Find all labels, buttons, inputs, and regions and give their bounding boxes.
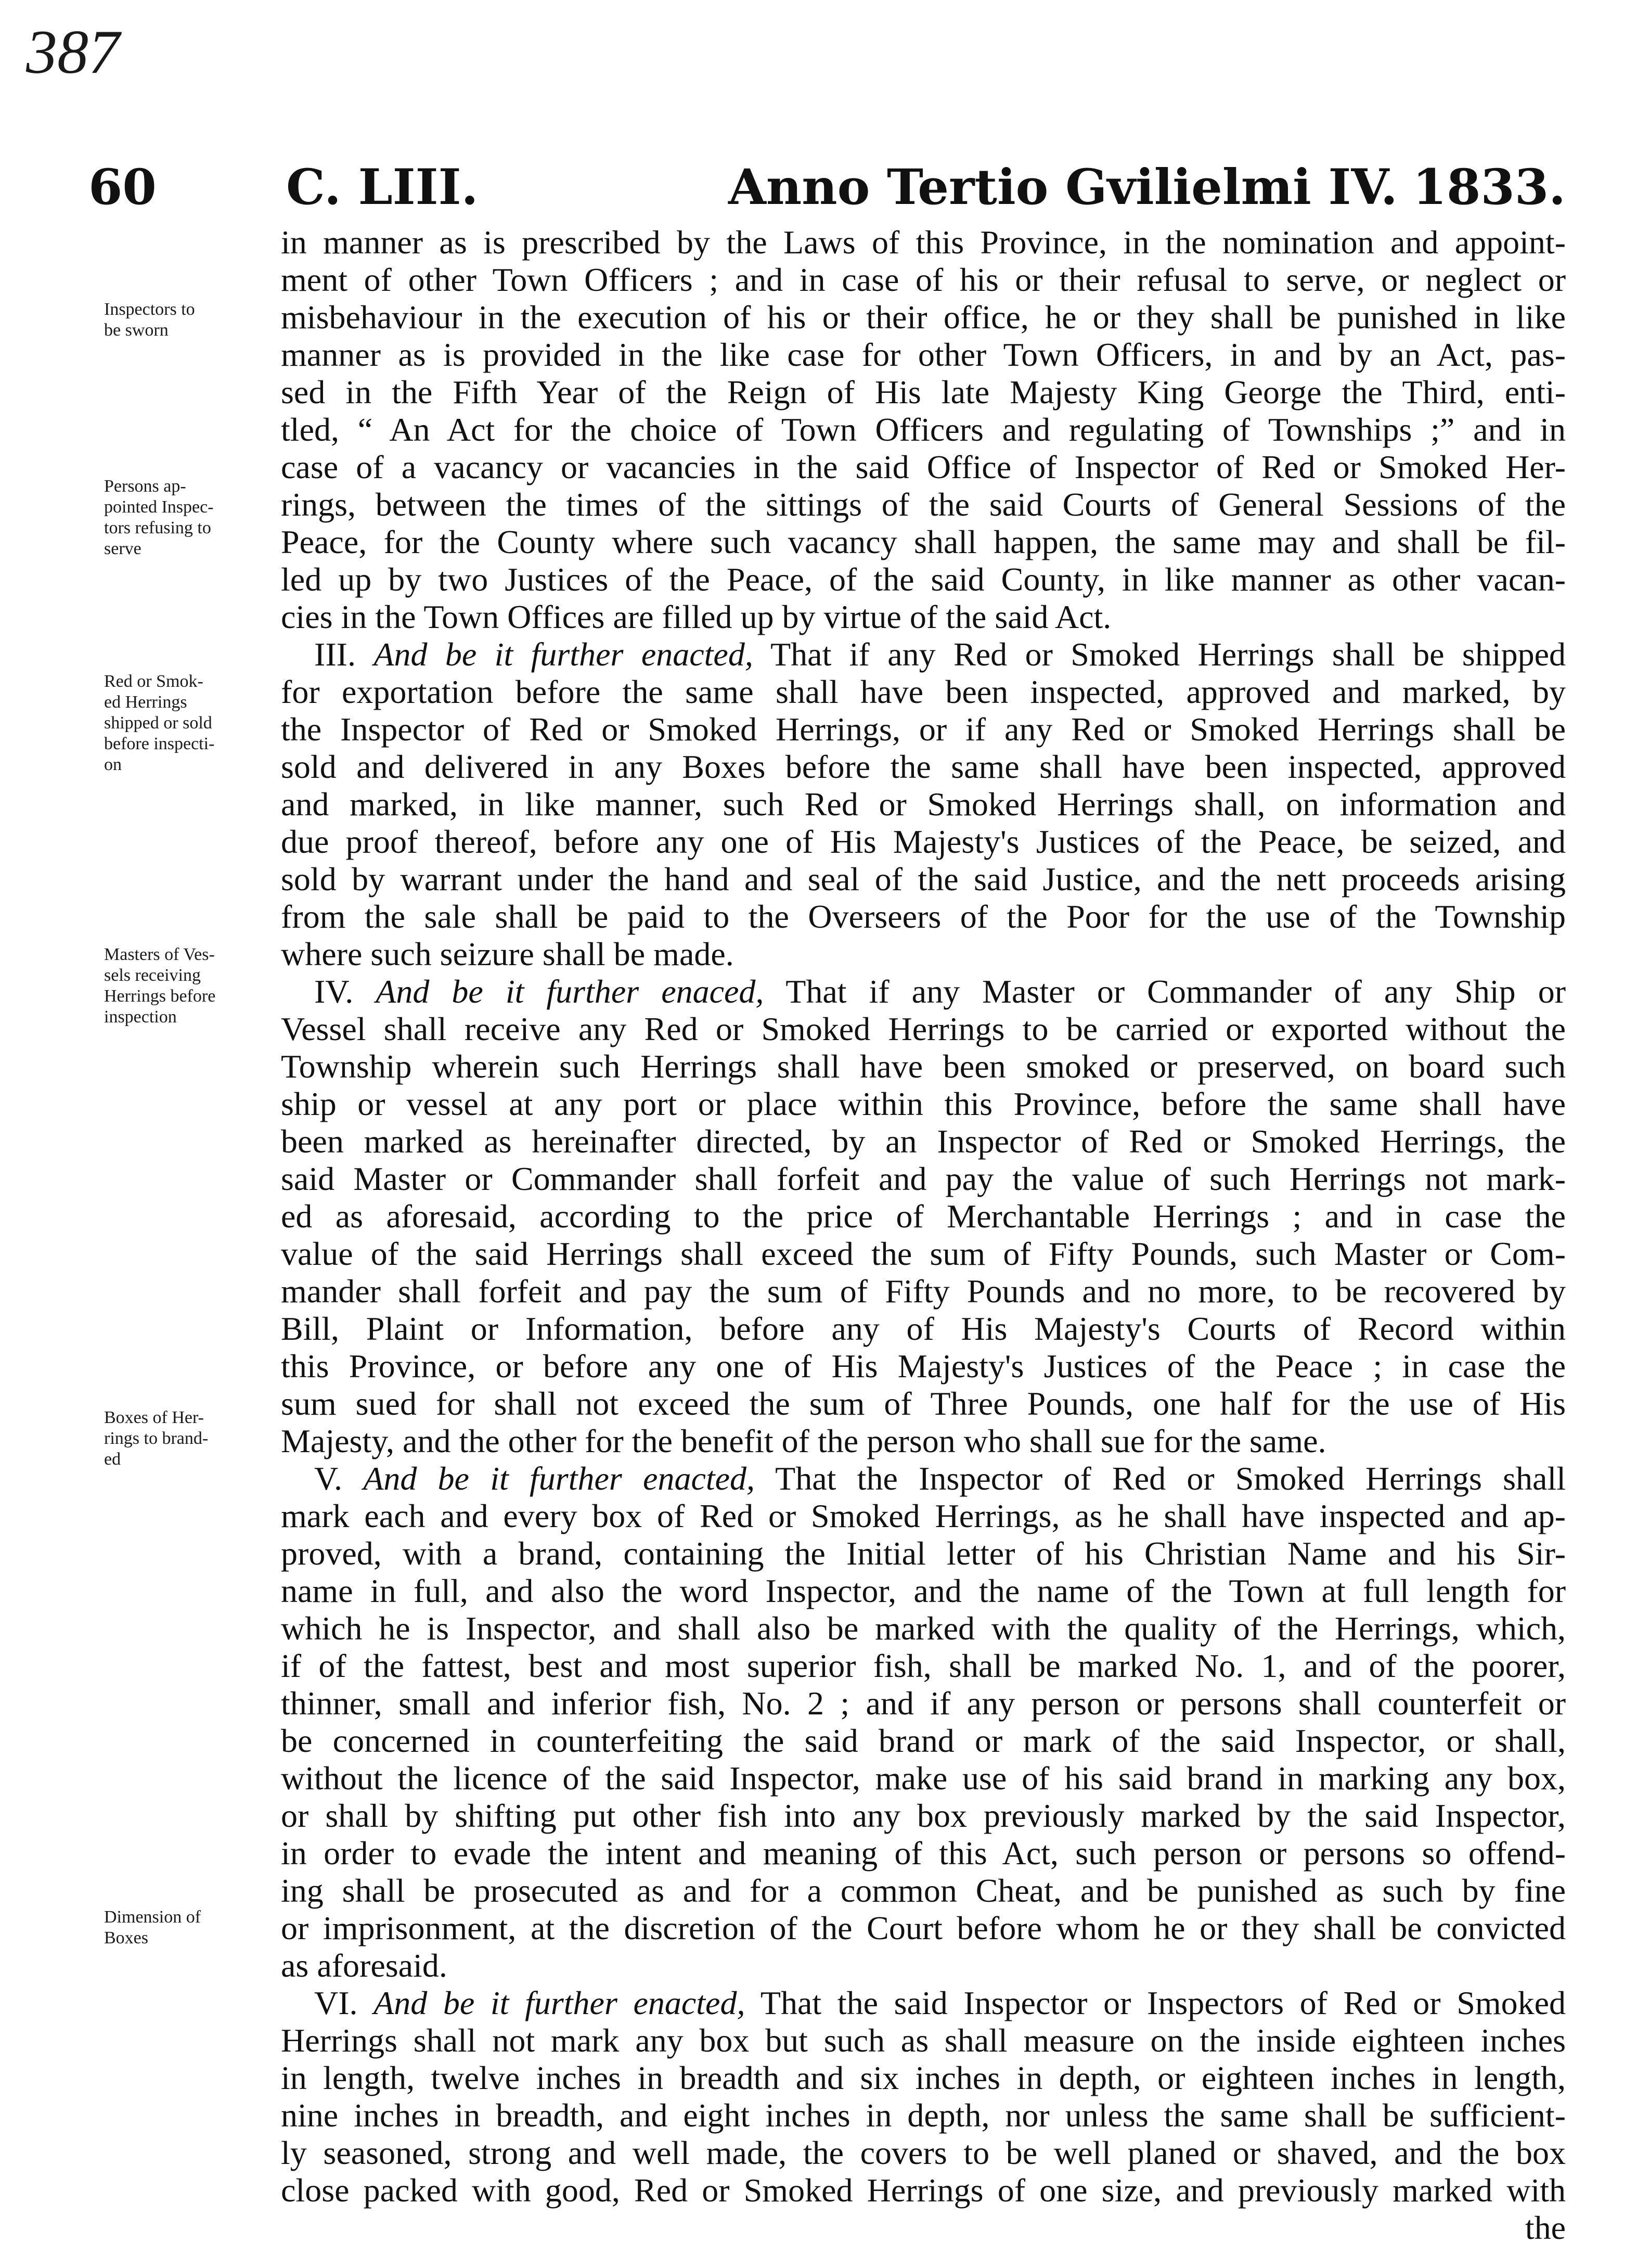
running-title: Anno Tertio Gvilielmi IV. bbox=[728, 159, 1398, 216]
chapter-number: C. LIII. bbox=[286, 159, 479, 216]
section-first-line: IV. And be it further enaced, That if any Master or Commander of any Ship or bbox=[314, 973, 1566, 1010]
text-line: this Province, or before any one of His Majesty's Justices of the Peace ; in case the bbox=[281, 1348, 1566, 1385]
running-head bbox=[88, 156, 1566, 219]
text-line: ing shall be prosecuted as and for a common Cheat, and be punished as such by fine bbox=[281, 1872, 1566, 1909]
text-line: rings, between the times of the sittings of the said Courts of General Sessions of the bbox=[281, 486, 1566, 523]
section-iii bbox=[281, 636, 1566, 973]
text-line: mark each and every box of Red or Smoked Herrings, as he shall have inspected and ap- bbox=[281, 1497, 1566, 1534]
section-first-line: VI. And be it further enacted, That the said Inspector or Inspectors of Red or Smoked bbox=[314, 1984, 1566, 2021]
text-line: mander shall forfeit and pay the sum of Fifty Pounds and no more, to be recovered by bbox=[281, 1273, 1566, 1310]
section-numeral: III. bbox=[314, 636, 356, 673]
enacting-clause: And be it further enacted, bbox=[363, 1460, 755, 1497]
text-line: cies in the Town Offices are filled up by virtue of the said Act. bbox=[281, 598, 1112, 635]
text-line: and marked, in like manner, such Red or Smoked Herrings shall, on information and bbox=[281, 786, 1566, 823]
section-numeral: V. bbox=[314, 1460, 342, 1497]
text-line: tled, “ An Act for the choice of Town Officers and regulating of Townships ;” and in bbox=[281, 411, 1566, 448]
enacting-clause: And be it further enacted, bbox=[373, 636, 753, 673]
text-line: said Master or Commander shall forfeit and pay the value of such Herrings not mark- bbox=[281, 1160, 1566, 1197]
text-line: ment of other Town Officers ; and in case of his or their refusal to serve, or neglect or bbox=[281, 261, 1566, 298]
text-line: where such seizure shall be made. bbox=[281, 936, 734, 972]
section-iv bbox=[281, 973, 1566, 1460]
text-line: in order to evade the intent and meaning of this Act, such person or persons so offend- bbox=[281, 1835, 1566, 1872]
text-line: sold by warrant under the hand and seal of the said Justice, and the nett proceeds arising bbox=[281, 861, 1566, 898]
enacting-clause: And be it further enacted, bbox=[373, 1984, 745, 2021]
page-number: 60 bbox=[88, 159, 157, 216]
text-line: in manner as is prescribed by the Laws of this Province, in the nomination and appoint- bbox=[281, 224, 1566, 261]
margin-note-inspectors-sworn: Inspectors to be sworn bbox=[104, 300, 195, 340]
text-line: which he is Inspector, and shall also be marked with the quality of the Herrings, which, bbox=[281, 1610, 1566, 1647]
text-line: manner as is provided in the like case for other Town Officers, in and by an Act, pas- bbox=[281, 336, 1566, 373]
text-line: case of a vacancy or vacancies in the said Office of Inspector of Red or Smoked Her- bbox=[281, 449, 1566, 485]
statute-text bbox=[281, 224, 1566, 2247]
text-line: Herrings shall not mark any box but such as shall measure on the inside eighteen inches bbox=[281, 2022, 1566, 2059]
margin-note-shipped-before-inspection: Red or Smok- ed Herrings shipped or sold before inspecti- on bbox=[104, 672, 215, 774]
enacting-clause: And be it further enaced, bbox=[376, 973, 764, 1010]
text-line: or imprisonment, at the discretion of the Court before whom he or they shall be convicted bbox=[281, 1910, 1566, 1946]
margin-note-boxes-branded: Boxes of Her- rings to brand- ed bbox=[104, 1408, 209, 1469]
text-line: for exportation before the same shall have been inspected, approved and marked, by bbox=[281, 673, 1566, 710]
folio-number: 387 bbox=[26, 17, 120, 86]
text-line: proved, with a brand, containing the Initial letter of his Christian Name and his Sir- bbox=[281, 1535, 1566, 1572]
section-numeral: IV. bbox=[314, 973, 354, 1010]
text-line: or shall by shifting put other fish into any box previously marked by the said Inspector, bbox=[281, 1797, 1566, 1834]
text-line: be concerned in counterfeiting the said brand or mark of the said Inspector, or shall, bbox=[281, 1722, 1566, 1759]
text-line: led up by two Justices of the Peace, of the said County, in like manner as other vacan- bbox=[281, 561, 1566, 598]
section-vi bbox=[281, 1984, 1566, 2247]
text-line: value of the said Herrings shall exceed the sum of Fifty Pounds, such Master or Com- bbox=[281, 1235, 1566, 1272]
text-line: if of the fattest, best and most superior fish, shall be marked No. 1, and of the poorer, bbox=[281, 1647, 1566, 1684]
text-line: Township wherein such Herrings shall have been smoked or preserved, on board such bbox=[281, 1048, 1566, 1085]
text-line: ly seasoned, strong and well made, the covers to be well planed or shaved, and the box bbox=[281, 2134, 1566, 2171]
text-line: sed in the Fifth Year of the Reign of His late Majesty King George the Third, enti- bbox=[281, 374, 1566, 411]
text-line: the Inspector of Red or Smoked Herrings, or if any Red or Smoked Herrings shall be bbox=[281, 711, 1566, 748]
running-year: 1833. bbox=[1412, 159, 1566, 216]
text-line: without the licence of the said Inspector, make use of his said brand in marking any box, bbox=[281, 1760, 1566, 1797]
section-v bbox=[281, 1460, 1566, 1984]
text-line: Bill, Plaint or Information, before any of His Majesty's Courts of Record within bbox=[281, 1310, 1566, 1347]
section-first-line: V. And be it further enacted, That the Inspector of Red or Smoked Herrings shall bbox=[314, 1460, 1566, 1497]
text-line: ed as aforesaid, according to the price of Merchantable Herrings ; and in case the bbox=[281, 1198, 1566, 1235]
text-line: Majesty, and the other for the benefit of the person who shall sue for the same. bbox=[281, 1423, 1326, 1459]
text-line: been marked as hereinafter directed, by an Inspector of Red or Smoked Herrings, the bbox=[281, 1123, 1566, 1160]
margin-note-refusing-to-serve: Persons ap- pointed Inspec- tors refusing to serve bbox=[104, 477, 214, 558]
section-ii-continuation bbox=[281, 224, 1566, 636]
section-numeral: VI. bbox=[314, 1984, 358, 2021]
margin-note-dimension-of-boxes: Dimension of Boxes bbox=[104, 1907, 201, 1947]
text-line: thinner, small and inferior fish, No. 2 ; and if any person or persons shall counterfeit or bbox=[281, 1685, 1566, 1722]
text-line: sum sued for shall not exceed the sum of Three Pounds, one half for the use of His bbox=[281, 1385, 1566, 1422]
text-line: from the sale shall be paid to the Overseers of the Poor for the use of the Township bbox=[281, 898, 1566, 935]
text-line: nine inches in breadth, and eight inches in depth, nor unless the same shall be sufficient- bbox=[281, 2097, 1566, 2134]
text-line: ship or vessel at any port or place within this Province, before the same shall have bbox=[281, 1085, 1566, 1122]
text-line: name in full, and also the word Inspector, and the name of the Town at full length for bbox=[281, 1572, 1566, 1609]
text-line: close packed with good, Red or Smoked Herrings of one size, and previously marked with bbox=[281, 2172, 1566, 2209]
text-line: in length, twelve inches in breadth and six inches in depth, or eighteen inches in length, bbox=[281, 2059, 1566, 2096]
text-line: due proof thereof, before any one of His Majesty's Justices of the Peace, be seized, and bbox=[281, 823, 1566, 860]
text-line: misbehaviour in the execution of his or their office, he or they shall be punished in like bbox=[281, 299, 1566, 336]
text-line: sold and delivered in any Boxes before the same shall have been inspected, approved bbox=[281, 748, 1566, 785]
section-first-line: III. And be it further enacted, That if any Red or Smoked Herrings shall be shipped bbox=[314, 636, 1566, 673]
margin-note-masters-of-vessels: Masters of Ves- sels receiving Herrings before inspection bbox=[104, 945, 216, 1027]
text-line: as aforesaid. bbox=[281, 1947, 447, 1984]
text-line: Peace, for the County where such vacancy shall happen, the same may and shall be fil- bbox=[281, 523, 1566, 560]
catchword: the bbox=[1525, 2209, 1566, 2246]
text-line: Vessel shall receive any Red or Smoked Herrings to be carried or exported without the bbox=[281, 1010, 1566, 1047]
